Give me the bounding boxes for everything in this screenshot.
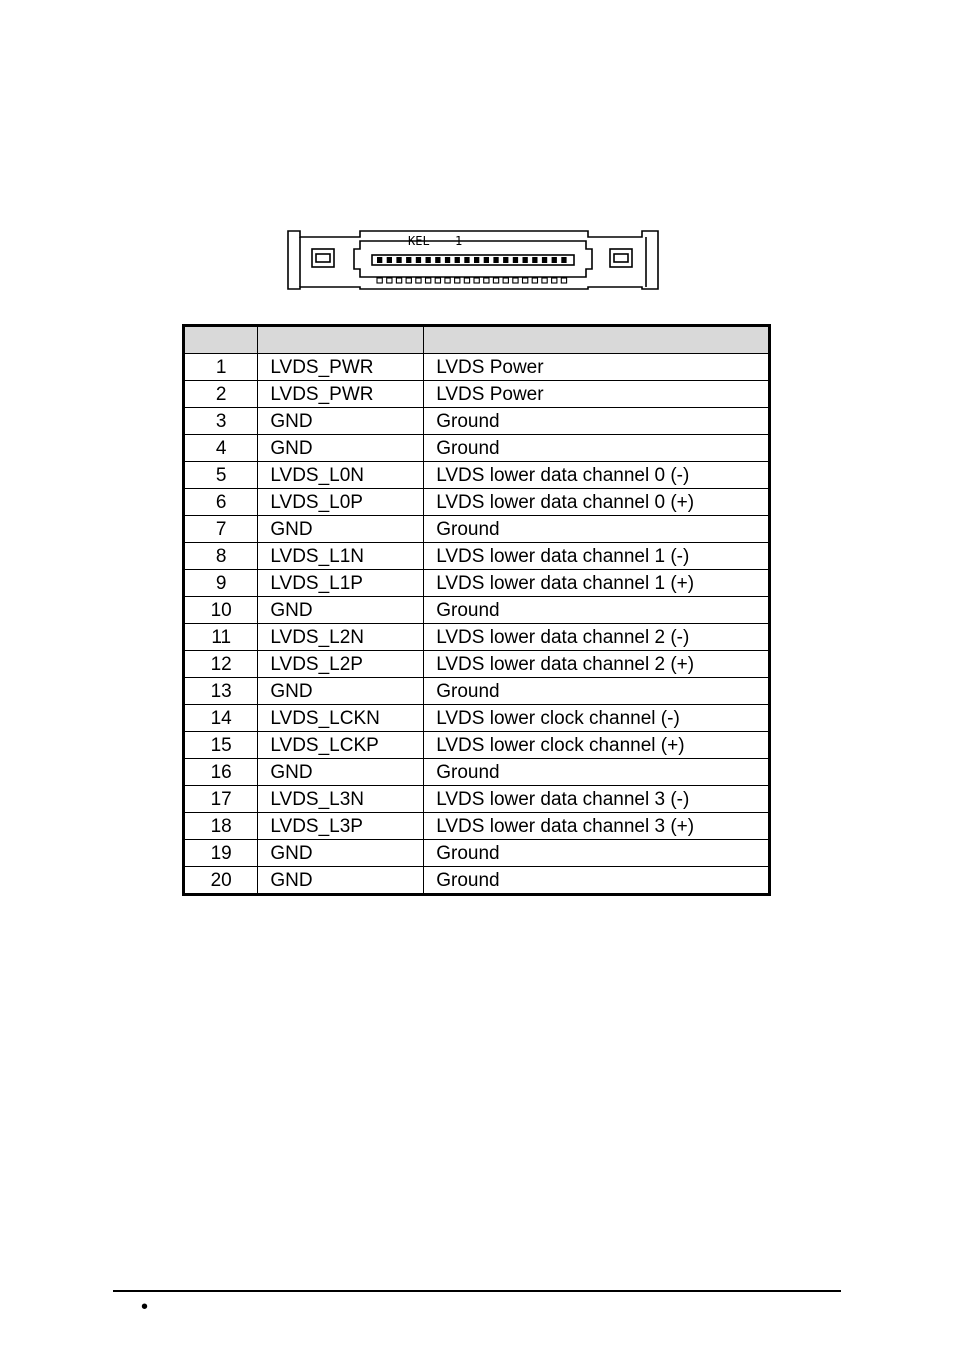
table-row [184,408,770,435]
description-cell: Ground [424,678,770,705]
pin-cell: 2 [184,381,258,408]
connector-foot [455,278,460,283]
connector-contact [464,257,469,263]
connector-foot [523,278,528,283]
connector-foot [503,278,508,283]
connector-foot [406,278,411,283]
connector-contact [426,257,431,263]
connector-foot [513,278,518,283]
connector-foot [377,278,382,283]
signal-cell: GND [258,408,424,435]
signal-cell: GND [258,840,424,867]
table-header-row [184,326,770,354]
table-row [184,570,770,597]
connector-contact [455,257,460,263]
description-cell: LVDS lower data channel 0 (+) [424,489,770,516]
pin-cell: 20 [184,867,258,895]
pin-cell: 1 [184,354,258,381]
connector-foot [396,278,401,283]
signal-cell: LVDS_L2P [258,651,424,678]
table-row [184,786,770,813]
pin-cell: 13 [184,678,258,705]
connector-label-pin1: 1 [455,234,463,248]
connector-foot [387,278,392,283]
signal-cell: GND [258,516,424,543]
signal-cell: LVDS_L3N [258,786,424,813]
pin-cell: 14 [184,705,258,732]
connector-diagram [286,229,660,291]
table-row [184,651,770,678]
connector-foot [493,278,498,283]
description-cell: LVDS lower data channel 2 (-) [424,624,770,651]
table-row [184,759,770,786]
signal-cell: GND [258,678,424,705]
connector-foot [416,278,421,283]
description-cell: Ground [424,867,770,895]
table-row [184,354,770,381]
pin-cell: 12 [184,651,258,678]
connector-contact [523,257,528,263]
connector-foot [552,278,557,283]
description-cell: LVDS Power [424,381,770,408]
connector-contact [396,257,401,263]
description-cell: Ground [424,516,770,543]
connector-contact [552,257,557,263]
table-row [184,867,770,895]
connector-contact [484,257,489,263]
connector-contact [387,257,392,263]
table-row [184,516,770,543]
header-signal [258,326,424,354]
connector-label-kel: KEL [408,234,430,248]
footer-bullet: • [141,1296,149,1318]
description-cell: LVDS lower clock channel (-) [424,705,770,732]
signal-cell: LVDS_L2N [258,624,424,651]
description-cell: LVDS lower clock channel (+) [424,732,770,759]
table-row [184,597,770,624]
description-cell: Ground [424,408,770,435]
description-cell: LVDS lower data channel 3 (+) [424,813,770,840]
connector-contact [445,257,450,263]
signal-cell: LVDS_L1N [258,543,424,570]
table-row [184,489,770,516]
description-cell: LVDS Power [424,354,770,381]
description-cell: Ground [424,840,770,867]
header-pin [184,326,258,354]
signal-cell: GND [258,597,424,624]
connector-foot [484,278,489,283]
signal-cell: LVDS_LCKN [258,705,424,732]
signal-cell: GND [258,759,424,786]
connector-contact [416,257,421,263]
table-row [184,462,770,489]
description-cell: LVDS lower data channel 1 (-) [424,543,770,570]
table-row [184,732,770,759]
connector-foot [435,278,440,283]
connector-contact [561,257,566,263]
signal-cell: LVDS_PWR [258,381,424,408]
connector-contact [513,257,518,263]
table-row [184,813,770,840]
connector-foot [532,278,537,283]
connector-foot [542,278,547,283]
signal-cell: GND [258,867,424,895]
pin-cell: 9 [184,570,258,597]
table-row [184,705,770,732]
description-cell: Ground [424,435,770,462]
footer-rule [113,1290,841,1292]
signal-cell: LVDS_L0P [258,489,424,516]
connector-foot [561,278,566,283]
pin-cell: 10 [184,597,258,624]
table-row [184,381,770,408]
description-cell: LVDS lower data channel 1 (+) [424,570,770,597]
table-row [184,543,770,570]
description-cell: Ground [424,759,770,786]
description-cell: LVDS lower data channel 2 (+) [424,651,770,678]
connector-contact [493,257,498,263]
pin-cell: 3 [184,408,258,435]
signal-cell: LVDS_L1P [258,570,424,597]
pin-cell: 6 [184,489,258,516]
signal-cell: LVDS_LCKP [258,732,424,759]
pin-cell: 18 [184,813,258,840]
pin-cell: 16 [184,759,258,786]
description-cell: LVDS lower data channel 3 (-) [424,786,770,813]
pin-cell: 7 [184,516,258,543]
signal-cell: LVDS_PWR [258,354,424,381]
connector-contact [503,257,508,263]
connector-contact [406,257,411,263]
pin-table [182,324,771,896]
pin-cell: 8 [184,543,258,570]
connector-foot [426,278,431,283]
connector-foot [474,278,479,283]
description-cell: LVDS lower data channel 0 (-) [424,462,770,489]
table-row [184,624,770,651]
signal-cell: LVDS_L0N [258,462,424,489]
header-description [424,326,770,354]
table-row [184,435,770,462]
connector-contact [542,257,547,263]
signal-cell: GND [258,435,424,462]
table-row [184,678,770,705]
description-cell: Ground [424,597,770,624]
connector-contact [532,257,537,263]
pin-cell: 11 [184,624,258,651]
pin-cell: 17 [184,786,258,813]
pin-cell: 19 [184,840,258,867]
connector-contact [474,257,479,263]
table-row [184,840,770,867]
pin-cell: 15 [184,732,258,759]
pin-cell: 5 [184,462,258,489]
connector-contact [435,257,440,263]
pin-cell: 4 [184,435,258,462]
signal-cell: LVDS_L3P [258,813,424,840]
connector-contact [377,257,382,263]
connector-foot [464,278,469,283]
connector-foot [445,278,450,283]
